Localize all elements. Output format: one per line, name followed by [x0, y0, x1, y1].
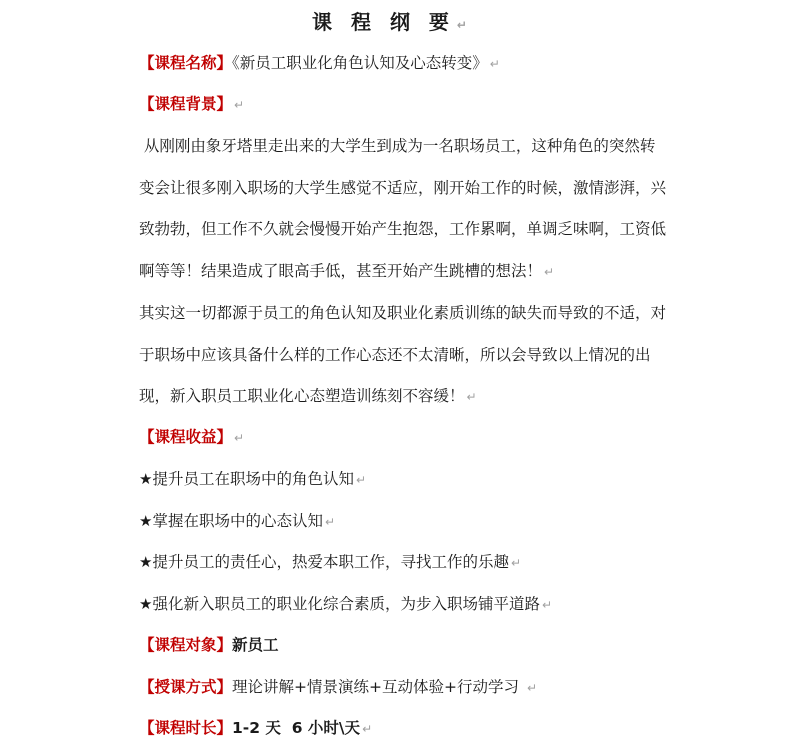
background-text: 从刚刚由象牙塔里走出来的大学生到成为一名职场员工，这种角色的突然转: [139, 137, 656, 155]
paragraph-mark-icon: ↵: [541, 598, 553, 612]
benefit-text: 强化新入职员工的职业化综合素质，为步入职场铺平道路: [152, 595, 540, 613]
paragraph-mark-icon: ↵: [510, 556, 522, 570]
course-name-value: 《新员工职业化角色认知及心态转变》: [232, 54, 488, 72]
benefits-label: 【课程收益】: [139, 428, 233, 446]
benefit-item: [139, 550, 699, 575]
benefit-item: [139, 467, 699, 492]
course-name-line: [139, 51, 699, 76]
audience-value: 新员工: [232, 636, 279, 654]
method-line: [139, 675, 699, 700]
method-label: 【授课方式】: [139, 678, 233, 696]
star-icon: ★: [139, 595, 153, 613]
background-heading: [139, 92, 699, 117]
audience-line: [139, 633, 699, 657]
background-line-1: [139, 134, 699, 158]
background-line-2: [139, 176, 699, 200]
benefit-item: [139, 509, 699, 534]
background-line-4: [139, 259, 699, 284]
paragraph-mark-icon: ↵: [355, 473, 367, 487]
benefit-text: 提升员工的责任心，热爱本职工作，寻找工作的乐趣: [152, 553, 509, 571]
background-line-5: [139, 301, 699, 325]
paragraph-mark-icon: ↵: [234, 98, 245, 112]
duration-line: [139, 716, 699, 741]
audience-label: 【课程对象】: [139, 636, 233, 654]
duration-label: 【课程时长】: [139, 719, 233, 737]
paragraph-mark-icon: ↵: [234, 431, 245, 445]
background-text: 于职场中应该具备什么样的工作心态还不太清晰，所以会导致以上情况的出: [139, 346, 651, 364]
background-line-3: [139, 217, 699, 241]
method-value: 理论讲解+情景演练+互动体验+行动学习: [232, 678, 519, 696]
background-text: 变会让很多刚入职场的大学生感觉不适应，刚开始工作的时候，激情澎湃，兴: [139, 179, 667, 197]
background-text: 现，新入职员工职业化心态塑造训练刻不容缓！: [139, 387, 465, 405]
benefit-text: 提升员工在职场中的角色认知: [152, 470, 354, 488]
duration-value: 1-2 天 6 小时\天: [232, 719, 361, 737]
star-icon: ★: [139, 553, 153, 571]
paragraph-mark-icon: ↵: [526, 681, 538, 695]
paragraph-mark-icon: ↵: [456, 18, 473, 32]
paragraph-mark-icon: ↵: [324, 515, 336, 529]
page-title: [0, 8, 785, 39]
star-icon: ★: [139, 470, 153, 488]
paragraph-mark-icon: ↵: [362, 722, 373, 736]
background-text: 致勃勃，但工作不久就会慢慢开始产生抱怨，工作累啊，单调乏味啊，工资低: [139, 220, 667, 238]
background-label: 【课程背景】: [139, 95, 233, 113]
title-text: 课 程 纲 要: [312, 10, 455, 34]
benefit-item: [139, 592, 699, 617]
paragraph-mark-icon: ↵: [466, 390, 477, 404]
benefits-heading: [139, 425, 699, 450]
course-name-label: 【课程名称】: [139, 54, 233, 72]
star-icon: ★: [139, 512, 153, 530]
background-line-7: [139, 384, 699, 409]
paragraph-mark-icon: ↵: [544, 265, 555, 279]
background-text: 其实这一切都源于员工的角色认知及职业化素质训练的缺失而导致的不适，对: [139, 304, 667, 322]
paragraph-mark-icon: ↵: [489, 57, 500, 71]
background-text: 啊等等！结果造成了眼高手低，甚至开始产生跳槽的想法！: [139, 262, 543, 280]
background-line-6: [139, 343, 699, 367]
benefit-text: 掌握在职场中的心态认知: [152, 512, 323, 530]
